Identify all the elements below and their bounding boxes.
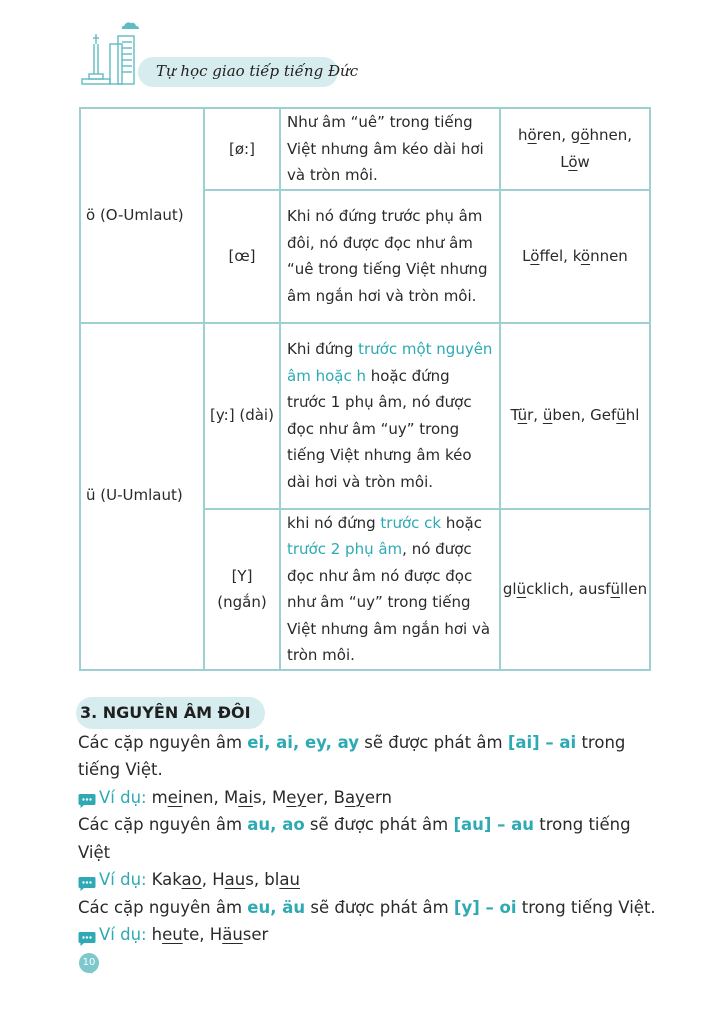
underlined-vowel: ö bbox=[580, 126, 590, 145]
book-title: Tự học giao tiếp tiếng Đức bbox=[156, 62, 359, 80]
text-run: m bbox=[151, 787, 168, 807]
rule-text bbox=[78, 811, 658, 866]
text-run: Các cặp nguyên âm bbox=[78, 815, 248, 834]
text-run: T bbox=[510, 406, 518, 425]
text-run: gl bbox=[502, 579, 517, 598]
text-run: hoặc đứng trước 1 phụ âm, nó được đọc như âm “uy” trong tiếng Việt nhưng âm kéo dài hơi và tròn môi. bbox=[287, 366, 472, 491]
text-run: cklich, ausf bbox=[526, 579, 611, 598]
text-run: s, bl bbox=[245, 870, 280, 889]
text-run: hl bbox=[625, 406, 640, 425]
text-run: Các cặp nguyên âm bbox=[78, 732, 248, 752]
example-label: Ví dụ: bbox=[99, 925, 147, 944]
example-label: Ví dụ: bbox=[99, 870, 147, 889]
description-cell bbox=[280, 509, 500, 670]
page-number-badge: 10 bbox=[79, 953, 99, 973]
text-run: r, bbox=[527, 406, 543, 425]
text-run: s, M bbox=[252, 787, 287, 807]
text-run: Kak bbox=[151, 870, 182, 889]
underlined-vowel: ay bbox=[344, 787, 365, 807]
diphthong-rules bbox=[78, 729, 658, 949]
section-heading: 3. NGUYÊN ÂM ĐÔI bbox=[76, 697, 265, 729]
examples-cell bbox=[500, 323, 650, 509]
underlined-vowel: ao bbox=[181, 870, 202, 889]
underlined-vowel: ö bbox=[568, 152, 578, 171]
text-run: llen bbox=[620, 579, 648, 598]
text-run: Như âm “uê” trong tiếng Việt nhưng âm kéo dài hơi và tròn môi. bbox=[287, 113, 484, 184]
ipa-cell: [ø:] bbox=[204, 108, 280, 190]
text-run: ren, g bbox=[536, 126, 581, 145]
table-row bbox=[80, 323, 650, 509]
underlined-vowel: ü bbox=[610, 579, 620, 598]
example-line bbox=[78, 866, 658, 894]
section-diphthongs bbox=[78, 697, 658, 949]
text-run: te, H bbox=[182, 925, 223, 944]
text-run: nnen bbox=[590, 246, 628, 265]
underlined-vowel: ai bbox=[238, 787, 253, 807]
underlined-vowel: ü bbox=[616, 406, 626, 425]
description-cell bbox=[280, 108, 500, 190]
underlined-vowel: ei bbox=[167, 787, 183, 807]
ipa-cell bbox=[204, 509, 280, 670]
text-run: hoặc bbox=[441, 513, 482, 532]
rule-text bbox=[78, 729, 658, 784]
example-label: Ví dụ: bbox=[99, 787, 147, 807]
description-cell bbox=[280, 323, 500, 509]
text-run: trong tiếng Việt. bbox=[78, 732, 626, 779]
ipa-line: [Y] bbox=[231, 566, 253, 585]
underlined-vowel: ü bbox=[516, 579, 527, 598]
text-run: , H bbox=[201, 870, 225, 889]
highlighted-text: trước 2 phụ âm bbox=[287, 540, 403, 558]
text-run: Các cặp nguyên âm bbox=[78, 897, 248, 917]
text-run: w bbox=[577, 152, 590, 171]
underlined-vowel: ö bbox=[530, 246, 540, 265]
highlighted-text: au, ao bbox=[247, 815, 305, 834]
text-run: trong tiếng Việt bbox=[78, 815, 631, 862]
text-run: , nó được đọc như âm nó được đọc như âm “uy” trong tiếng Việt nhưng âm ngắn hơi và tròn môi. bbox=[287, 540, 491, 664]
underlined-vowel: ü bbox=[542, 406, 553, 425]
text-run: Khi đứng bbox=[287, 340, 359, 358]
ipa-cell: [œ] bbox=[204, 190, 280, 323]
underlined-vowel: äu bbox=[222, 925, 243, 944]
vowel-letter-cell: ü (U-Umlaut) bbox=[80, 323, 204, 670]
ipa-line: (ngắn) bbox=[217, 593, 267, 611]
vowel-letter-cell: ö (O-Umlaut) bbox=[80, 108, 204, 323]
highlighted-text: [y] – oi bbox=[453, 897, 517, 917]
highlighted-text: trước một nguyên âm hoặc h bbox=[287, 340, 493, 385]
highlighted-text: [au] – au bbox=[453, 815, 535, 834]
text-run: L bbox=[522, 246, 531, 265]
text-run: khi nó đứng bbox=[287, 513, 381, 532]
chat-bubble-icon bbox=[78, 790, 96, 806]
rule-text bbox=[78, 894, 658, 922]
text-run: er, B bbox=[306, 787, 345, 807]
text-run: trong tiếng Việt. bbox=[516, 897, 656, 917]
text-run: ser bbox=[242, 925, 269, 944]
text-run: sẽ được phát âm bbox=[304, 815, 454, 834]
example-line bbox=[78, 784, 658, 812]
underlined-vowel: au bbox=[224, 870, 246, 889]
highlighted-text: [ai] – ai bbox=[507, 732, 577, 752]
highlighted-text: eu, äu bbox=[247, 897, 306, 917]
text-run: hnen, L bbox=[560, 126, 633, 171]
text-run: h bbox=[151, 925, 163, 944]
text-run: h bbox=[517, 126, 528, 145]
text-run: ffel, k bbox=[539, 246, 581, 265]
examples-cell bbox=[500, 509, 650, 670]
example-words bbox=[152, 784, 392, 812]
underlined-vowel: au bbox=[279, 870, 300, 889]
underlined-vowel: ö bbox=[527, 126, 537, 145]
highlighted-text: ei, ai, ey, ay bbox=[247, 732, 360, 752]
underlined-vowel: ey bbox=[286, 787, 307, 807]
example-line bbox=[78, 921, 658, 949]
underlined-vowel: eu bbox=[162, 925, 183, 944]
underlined-vowel: ü bbox=[517, 406, 528, 425]
ipa-cell: [y:] (dài) bbox=[204, 323, 280, 509]
chat-bubble-icon bbox=[78, 928, 96, 944]
examples-cell bbox=[500, 108, 650, 190]
page-header bbox=[78, 18, 359, 88]
text-run: sẽ được phát âm bbox=[305, 897, 454, 917]
examples-cell bbox=[500, 190, 650, 323]
chat-bubble-icon bbox=[78, 873, 96, 889]
umlaut-table bbox=[79, 107, 651, 671]
text-run: nen, M bbox=[182, 787, 239, 807]
table-row bbox=[80, 108, 650, 190]
text-run: Khi nó đứng trước phụ âm đôi, nó được đọc như âm “uê trong tiếng Việt nhưng âm ngắn hơi và tròn môi. bbox=[287, 207, 488, 305]
description-cell bbox=[280, 190, 500, 323]
underlined-vowel: ö bbox=[580, 246, 591, 265]
example-words bbox=[152, 866, 300, 894]
highlighted-text: trước ck bbox=[380, 513, 442, 532]
text-run: sẽ được phát âm bbox=[359, 732, 508, 752]
text-run: ben, Gef bbox=[552, 406, 617, 425]
text-run: ern bbox=[364, 787, 392, 807]
example-words bbox=[152, 921, 269, 949]
